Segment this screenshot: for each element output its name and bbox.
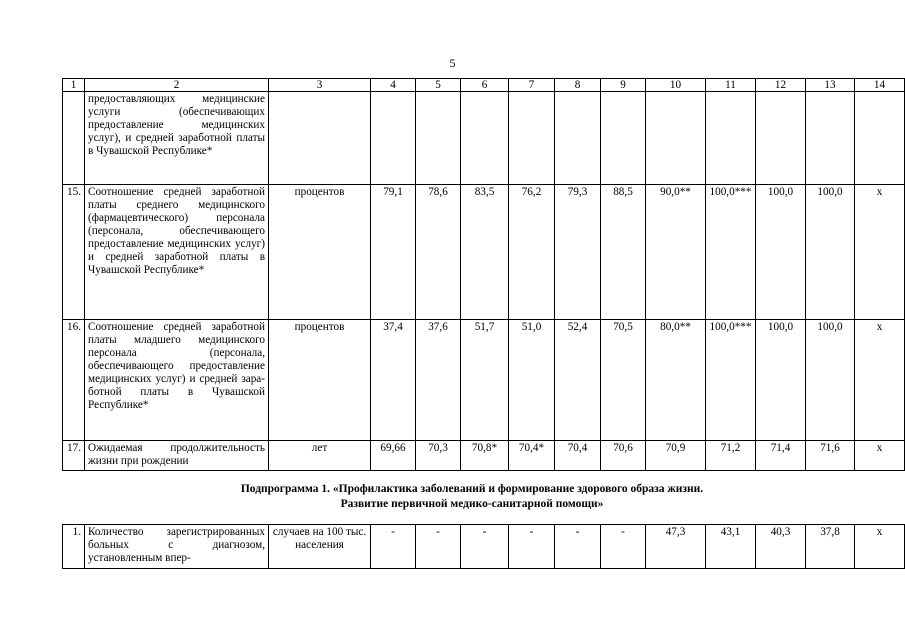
indicator-value: х: [855, 441, 905, 471]
indicator-value: х: [855, 185, 905, 320]
subprogram-heading-line1: Подпрограмма 1. «Профилактика заболеваний и формирование здорового образа жизни.: [240, 483, 704, 495]
indicator-value: 70,4*: [509, 441, 555, 471]
indicator-value: 88,5: [601, 185, 646, 320]
column-number-9: 9: [601, 79, 646, 92]
column-number-13: 13: [806, 79, 855, 92]
indicator-value: 78,6: [416, 185, 461, 320]
indicator-value: 70,3: [416, 441, 461, 471]
row-number: 15.: [63, 185, 85, 320]
indicator-value: 76,2: [509, 185, 555, 320]
indicator-value: 37,4: [371, 320, 416, 441]
indicator-value: -: [416, 525, 461, 569]
indicators-table: [62, 78, 905, 471]
column-number-12: 12: [756, 79, 806, 92]
column-number-5: 5: [416, 79, 461, 92]
indicator-value: 71,2: [706, 441, 756, 471]
indicator-value: 80,0**: [646, 320, 706, 441]
table-row: [63, 92, 905, 185]
row-number: [63, 92, 85, 185]
indicator-value: 47,3: [646, 525, 706, 569]
column-number-4: 4: [371, 79, 416, 92]
indicator-value: 100,0: [806, 185, 855, 320]
indicator-value: -: [371, 525, 416, 569]
row-number: 17.: [63, 441, 85, 471]
indicator-name: Соотношение средней заработной платы среднего медицинского (фармацевтического) персонала (персонала, обеспечивающего предоставление медицинских услуг) и средней заработной платы в Чувашской Республике*: [85, 185, 269, 320]
column-number-1: 1: [63, 79, 85, 92]
indicator-value: 70,4: [555, 441, 601, 471]
indicator-value: [416, 92, 461, 185]
indicator-value: 51,7: [461, 320, 509, 441]
indicator-value: 79,3: [555, 185, 601, 320]
unit-of-measure: лет: [269, 441, 371, 471]
table-row: [63, 525, 905, 569]
table-row: [63, 185, 905, 320]
indicator-value: 100,0***: [706, 320, 756, 441]
indicator-value: [555, 92, 601, 185]
indicator-value: 51,0: [509, 320, 555, 441]
indicator-value: -: [601, 525, 646, 569]
indicator-value: 71,4: [756, 441, 806, 471]
subprogram-heading: [62, 482, 882, 512]
indicator-value: [371, 92, 416, 185]
page-number: 5: [449, 56, 456, 70]
indicator-value: 37,8: [806, 525, 855, 569]
indicator-value: [706, 92, 756, 185]
indicator-value: 52,4: [555, 320, 601, 441]
indicator-value: -: [555, 525, 601, 569]
indicator-value: [509, 92, 555, 185]
indicator-value: 70,5: [601, 320, 646, 441]
subprogram-heading-line2: Развитие первичной медико-санитарной помощи»: [340, 498, 604, 510]
indicator-value: [756, 92, 806, 185]
indicator-value: 37,6: [416, 320, 461, 441]
indicator-value: 100,0: [806, 320, 855, 441]
indicator-name: Ожидаемая продолжительность жизни при рождении: [85, 441, 269, 471]
indicator-value: [855, 92, 905, 185]
indicator-value: х: [855, 525, 905, 569]
column-number-2: 2: [85, 79, 269, 92]
column-number-7: 7: [509, 79, 555, 92]
column-number-6: 6: [461, 79, 509, 92]
indicator-value: 69,66: [371, 441, 416, 471]
indicator-value: 70,9: [646, 441, 706, 471]
column-number-10: 10: [646, 79, 706, 92]
indicator-value: 70,8*: [461, 441, 509, 471]
indicator-value: 100,0: [756, 320, 806, 441]
row-number: 1.: [63, 525, 85, 569]
column-number-row: [63, 79, 905, 92]
indicator-value: 70,6: [601, 441, 646, 471]
unit-of-measure: процентов: [269, 185, 371, 320]
indicator-value: 43,1: [706, 525, 756, 569]
unit-of-measure: случаев на 100 тыс. населения: [269, 525, 371, 569]
table-row: [63, 320, 905, 441]
unit-of-measure: [269, 92, 371, 185]
table-row: [63, 441, 905, 471]
indicator-value: [806, 92, 855, 185]
indicator-name: Соотношение средней заработной платы младшего медицинского персонала (персонала, обеспечивающего предоставление медицинских услуг) и средней заработной платы в Чувашской Республике*: [85, 320, 269, 441]
column-number-11: 11: [706, 79, 756, 92]
indicator-value: х: [855, 320, 905, 441]
indicator-name: Количество зарегистрированных больных с диагнозом, установленным впер-: [85, 525, 269, 569]
column-number-8: 8: [555, 79, 601, 92]
indicator-value: [646, 92, 706, 185]
indicator-value: [601, 92, 646, 185]
indicator-value: -: [509, 525, 555, 569]
indicator-name: предоставляющих медицинские услуги (обеспечивающих предоставление медицинских услуг), и средней заработной платы в Чувашской Республике*: [85, 92, 269, 185]
indicator-value: 83,5: [461, 185, 509, 320]
indicator-value: -: [461, 525, 509, 569]
row-number: 16.: [63, 320, 85, 441]
column-number-3: 3: [269, 79, 371, 92]
indicator-value: 79,1: [371, 185, 416, 320]
column-number-14: 14: [855, 79, 905, 92]
subprogram-indicators-table: [62, 524, 905, 569]
indicator-value: [461, 92, 509, 185]
indicator-value: 100,0: [756, 185, 806, 320]
indicator-value: 100,0***: [706, 185, 756, 320]
unit-of-measure: процентов: [269, 320, 371, 441]
indicator-value: 40,3: [756, 525, 806, 569]
indicator-value: 90,0**: [646, 185, 706, 320]
indicator-value: 71,6: [806, 441, 855, 471]
